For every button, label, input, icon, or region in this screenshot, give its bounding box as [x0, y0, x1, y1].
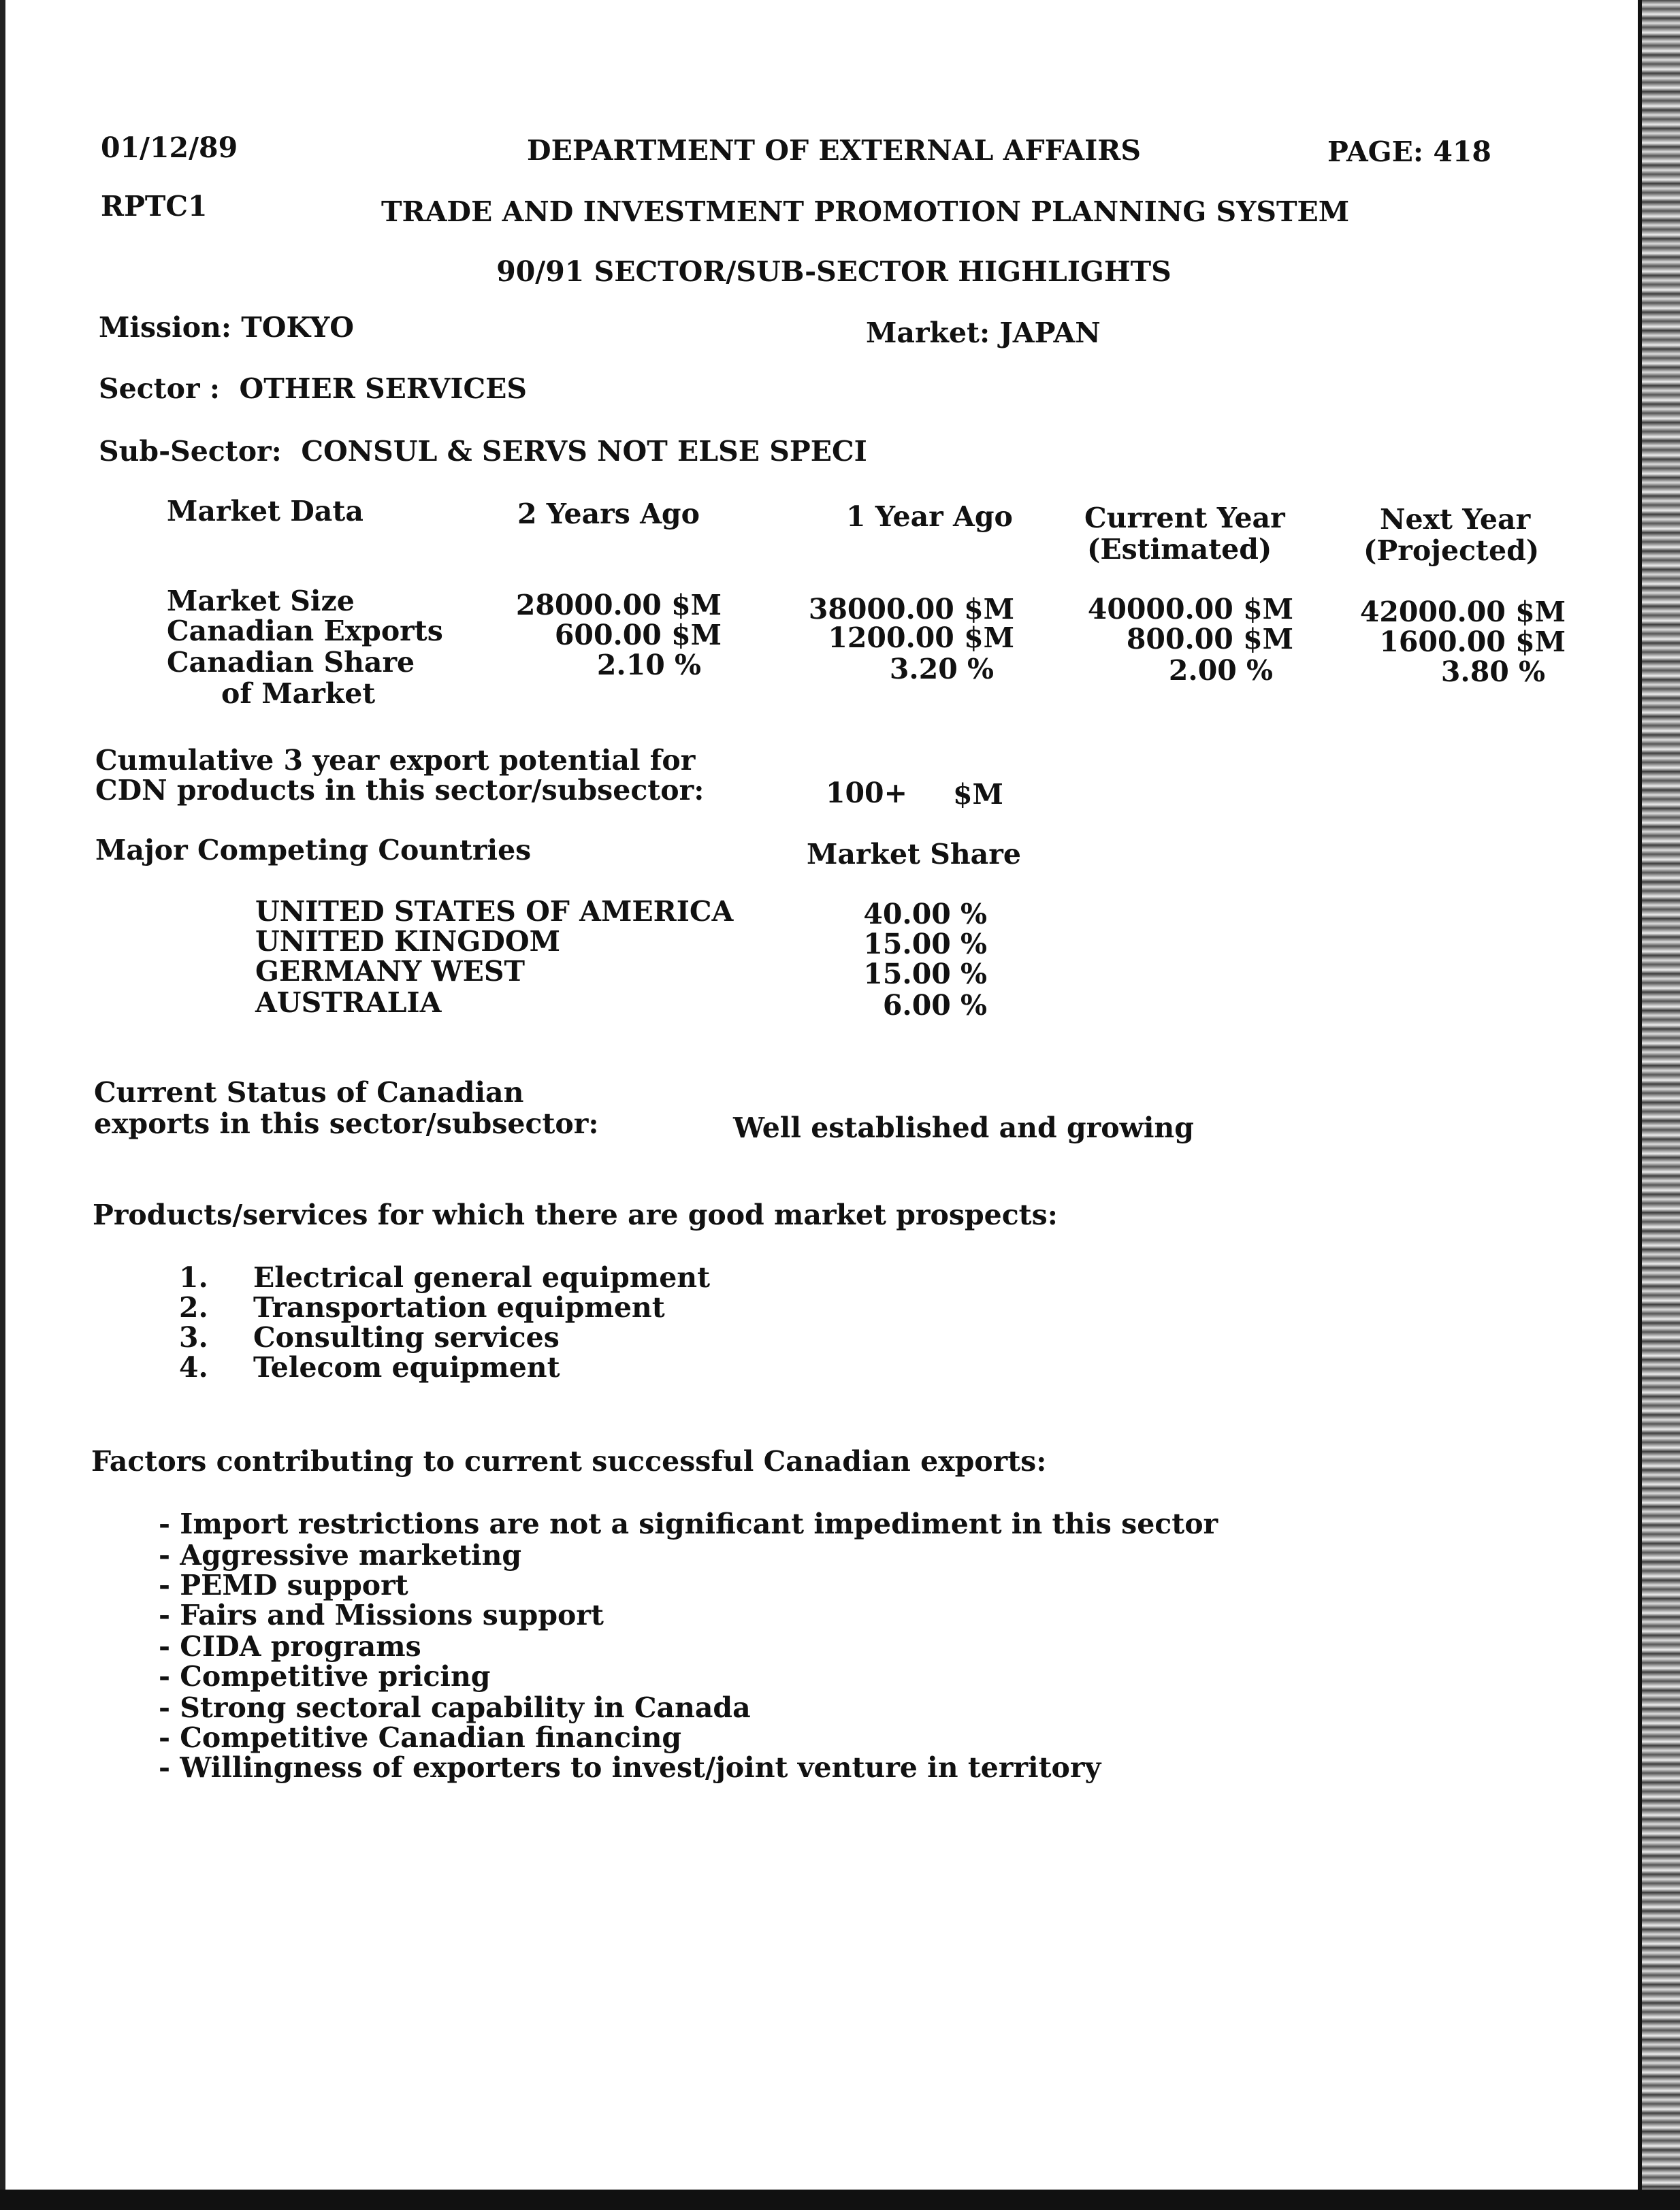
table-cell: 42000.00 $M — [1359, 596, 1566, 628]
table-cell: 40000.00 $M — [1087, 593, 1293, 625]
table-cell: 28000.00 $M — [515, 589, 722, 621]
table-cell: 600.00 $M — [554, 619, 722, 651]
col-header-market-data: Market Data — [167, 495, 364, 527]
list-item: - Willingness of exporters to invest/joint venture in territory — [159, 1751, 1101, 1784]
system-title: TRADE AND INVESTMENT PROMOTION PLANNING SYSTEM — [381, 195, 1350, 228]
col-header-2-years-ago: 2 Years Ago — [517, 498, 700, 530]
competitor-country: UNITED STATES OF AMERICA — [255, 895, 734, 928]
col-header-next-year: Next Year — [1380, 503, 1531, 536]
list-item: - Aggressive marketing — [159, 1539, 522, 1572]
col-header-projected: (Projected) — [1363, 534, 1540, 567]
competitors-heading: Major Competing Countries — [95, 834, 532, 866]
market-share-heading: Market Share — [807, 838, 1021, 871]
sector: Sector : OTHER SERVICES — [99, 372, 528, 405]
row-label-canadian-exports: Canadian Exports — [167, 615, 443, 647]
list-item: - PEMD support — [159, 1569, 408, 1602]
list-item-number: 3. — [179, 1321, 208, 1354]
competitor-country: UNITED KINGDOM — [255, 925, 560, 958]
potential-line1: Cumulative 3 year export potential for — [95, 744, 696, 777]
competitor-share: 6.00 % — [882, 989, 987, 1022]
competitor-country: GERMANY WEST — [255, 955, 525, 988]
table-cell: 2.10 % — [596, 649, 701, 681]
table-cell: 3.80 % — [1440, 655, 1545, 688]
row-label-canadian-share: Canadian Share — [167, 646, 415, 679]
market: Market: JAPAN — [866, 316, 1101, 349]
table-cell: 1600.00 $M — [1379, 625, 1566, 658]
list-item-number: 2. — [179, 1291, 208, 1324]
page-number: PAGE: 418 — [1327, 135, 1491, 168]
report-date: 01/12/89 — [101, 131, 238, 164]
list-item: - Strong sectoral capability in Canada — [159, 1691, 751, 1724]
highlights-title: 90/91 SECTOR/SUB-SECTOR HIGHLIGHTS — [496, 255, 1172, 288]
list-item: - Fairs and Missions support — [159, 1599, 604, 1631]
page-edge-right — [1642, 0, 1680, 2210]
table-cell: 38000.00 $M — [808, 593, 1014, 625]
table-cell: 1200.00 $M — [828, 621, 1014, 654]
sub-sector: Sub-Sector: CONSUL & SERVS NOT ELSE SPECI — [99, 435, 867, 468]
department-name: DEPARTMENT OF EXTERNAL AFFAIRS — [527, 134, 1141, 167]
competitor-share: 15.00 % — [863, 928, 987, 960]
col-header-current-year: Current Year — [1084, 502, 1285, 534]
col-header-1-year-ago: 1 Year Ago — [846, 500, 1013, 533]
list-item: Electrical general equipment — [253, 1261, 711, 1294]
table-cell: 3.20 % — [889, 653, 994, 685]
list-item: - Import restrictions are not a significant impediment in this sector — [159, 1508, 1218, 1540]
list-item-number: 4. — [179, 1351, 208, 1384]
status-line2: exports in this sector/subsector: — [94, 1107, 599, 1140]
list-item: - Competitive pricing — [159, 1660, 491, 1693]
products-heading: Products/services for which there are good market prospects: — [93, 1199, 1058, 1231]
competitor-share: 40.00 % — [863, 898, 987, 930]
list-item-number: 1. — [179, 1261, 208, 1294]
potential-unit: $M — [953, 778, 1003, 811]
status-line1: Current Status of Canadian — [94, 1076, 524, 1109]
status-value: Well established and growing — [733, 1111, 1194, 1144]
row-label-market-size: Market Size — [167, 585, 355, 617]
list-item: Consulting services — [253, 1321, 560, 1354]
col-header-estimated: (Estimated) — [1087, 533, 1272, 566]
factors-heading: Factors contributing to current successful Canadian exports: — [91, 1445, 1047, 1478]
list-item: Transportation equipment — [253, 1291, 665, 1324]
page-edge-left — [0, 0, 5, 2210]
competitor-share: 15.00 % — [863, 958, 987, 990]
row-label-of-market: of Market — [221, 677, 376, 710]
table-cell: 2.00 % — [1168, 654, 1273, 687]
potential-value: 100+ — [826, 777, 907, 809]
table-cell: 800.00 $M — [1126, 623, 1293, 655]
potential-line2: CDN products in this sector/subsector: — [95, 774, 705, 807]
report-id: RPTC1 — [101, 190, 208, 223]
mission: Mission: TOKYO — [99, 311, 355, 344]
list-item: - CIDA programs — [159, 1630, 421, 1663]
page-edge-bottom — [0, 2190, 1680, 2210]
list-item: Telecom equipment — [253, 1351, 560, 1384]
competitor-country: AUSTRALIA — [255, 986, 442, 1019]
list-item: - Competitive Canadian financing — [159, 1721, 682, 1754]
